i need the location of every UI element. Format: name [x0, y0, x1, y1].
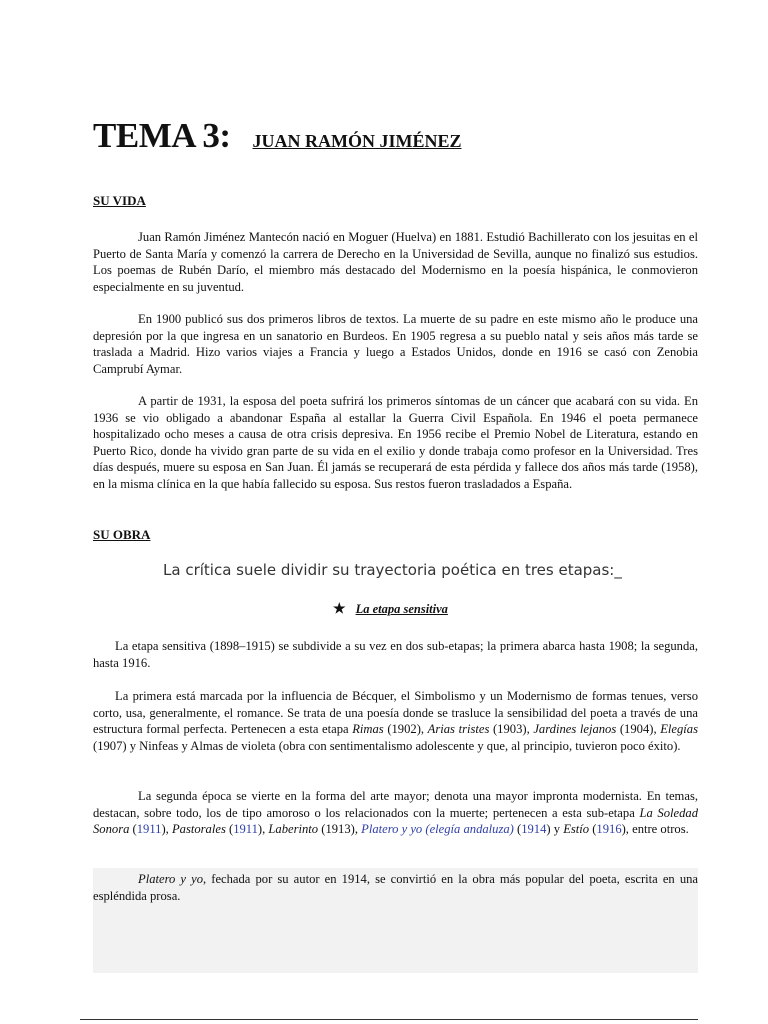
link-1911-a[interactable]: 1911	[136, 822, 162, 837]
etapa-heading	[333, 601, 448, 618]
book-title-laberinto: Laberinto	[268, 822, 319, 837]
obra-paragraph-4: Platero y yo, fechada por su autor en 1914, se convirtió en la obra más popular del poeta, escrita en una espléndida prosa.	[93, 872, 698, 903]
vida-paragraph-3: A partir de 1931, la esposa del poeta sufrirá los primeros síntomas de un cáncer que acabará con su vida. En 1936 se vio obligado a abandonar España al estallar la Guerra Civil Española. En 1946 el poeta permanece hospitalizado ocho meses a causa de otra crisis depresiva. En 1956 recibe el Premio Nobel de Literatura, estando en Puerto Rico, donde ha vivido gran parte de su vida en el exilio y donde trabaja como profesor en la Universidad. Tres días después, muere su esposa en San Juan. Él jamás se recuperará de esta pérdida y fallece dos años más tarde (1958), en la misma clínica en la que había fallecido su esposa. Sus restos fueron trasladados a España.	[93, 394, 698, 491]
vida-paragraph-2: En 1900 publicó sus dos primeros libros de textos. La muerte de su padre en este mismo año le produce una depresión por la que ingresa en un sanatorio en Burdeos. En 1905 regresa a su pueblo natal y seis años más tarde se traslada a Madrid. Hizo varios viajes a Francia y luego a Estados Unidos, donde en 1916 se casó con Zenobia Camprubí Aymar.	[93, 312, 698, 376]
vida-paragraph-1: Juan Ramón Jiménez Mantecón nació en Moguer (Huelva) en 1881. Estudió Bachillerato con los jesuitas en el Puerto de Santa María y comenzó la carrera de Derecho en la Universidad de Sevilla, aunque no finalizó sus estudios. Los poemas de Rubén Darío, el miembro más destacado del Modernismo en la poesía hispánica, le conmovieron especialmente en su juventud.	[93, 230, 698, 294]
link-platero-elegia[interactable]: Platero y yo (elegía andaluza)	[361, 822, 514, 837]
star-icon: ★	[333, 602, 346, 617]
book-title-soledad-sonora: La Soledad Sonora	[93, 805, 698, 837]
obra-paragraph-3: La segunda época se vierte en la forma del arte mayor; denota una mayor impronta modernista. En temas, destacan, sobre todo, los de tipo amoroso o los relacionados con la muerte; pertenecen a esta sub-etapa La Soledad Sonora (1911), Pastorales (1911), Laberinto (1913), Platero y yo (elegía andaluza) (1914) y Estío (1916), entre otros.	[93, 789, 698, 837]
tema-label: TEMA 3:	[93, 116, 231, 155]
obra-paragraph-2: La primera está marcada por la influencia de Bécquer, el Simbolismo y un Modernismo de formas tenues, verso corto, usa, generalmente, el romance. Se trata de una poesía donde se trasluce la sensibilidad del poeta a través de una estructura formal perfecta. Pertenecen a esta etapa Rimas (1902), Arias tristes (1903), Jardines lejanos (1904), Elegías (1907) y Ninfeas y Almas de violeta (obra con sentimentalismo adolescente y que, al principio, tuvieron poco éxito).	[93, 689, 698, 753]
link-1916[interactable]: 1916	[596, 822, 622, 837]
link-1914[interactable]: 1914	[521, 822, 547, 837]
footer-divider	[80, 1019, 698, 1020]
book-title-pastorales: Pastorales	[171, 822, 226, 837]
obra-paragraph-1: La etapa sensitiva (1898–1915) se subdivide a su vez en dos sub-etapas; la primera abarca hasta 1908; la segunda, hasta 1916.	[93, 639, 698, 670]
book-title-elegias: Elegías	[660, 722, 698, 737]
page-title	[93, 116, 461, 156]
book-title-rimas: Rimas	[352, 722, 384, 737]
author-name: JUAN RAMÓN JIMÉNEZ	[252, 131, 462, 151]
book-title-platero: Platero y yo	[138, 872, 203, 886]
obra-lead-sentence: La crítica suele dividir su trayectoria poética en tres etapas:_	[163, 561, 622, 579]
section-heading-vida: SU VIDA	[93, 193, 146, 208]
section-heading-obra: SU OBRA	[93, 527, 151, 542]
link-1911-b[interactable]: 1911	[233, 822, 258, 837]
book-title-jardines-lejanos: Jardines lejanos	[533, 722, 617, 737]
book-title-arias-tristes: Arias tristes	[427, 722, 490, 737]
etapa-heading-label: La etapa sensitiva	[355, 602, 448, 616]
book-title-estio: Estío	[563, 822, 590, 837]
